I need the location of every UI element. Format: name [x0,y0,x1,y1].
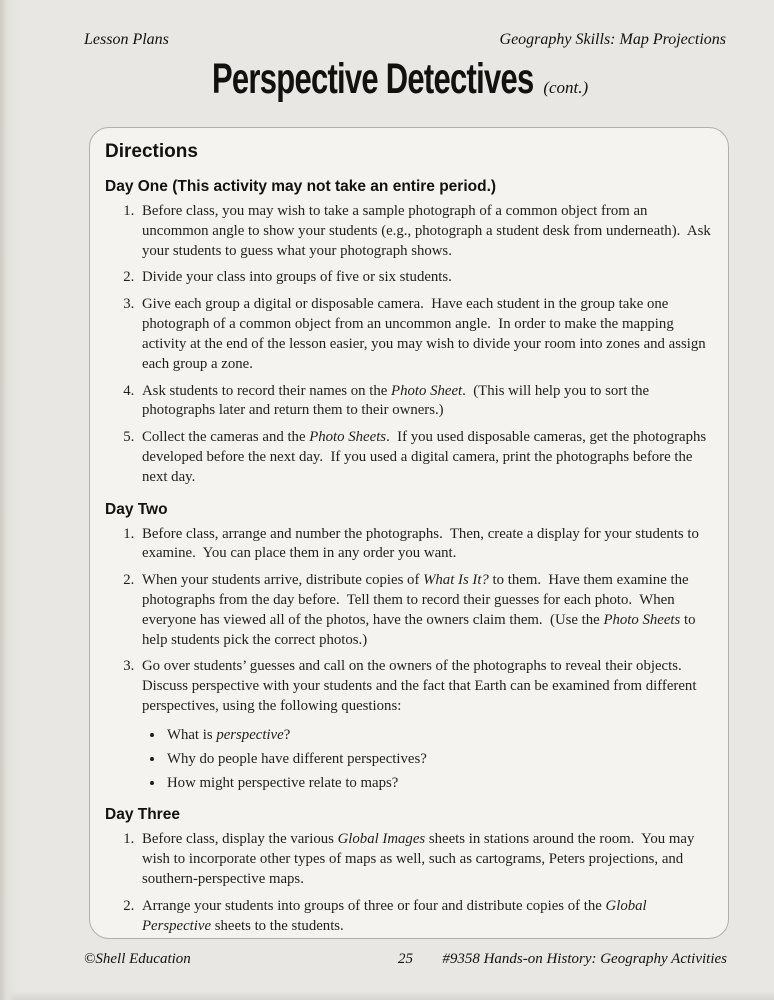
step-text: . (This will help you to sort the photographs later and return them to their owners.) [142,382,653,419]
italic-term: What Is It? [423,572,489,589]
day-three-heading: Day Three [105,806,180,824]
day-two-list [105,525,711,794]
page-title-row [0,55,774,104]
step-text: Ask students to record their names on the [142,382,392,399]
step-text: Before class, you may wish to take a sample photograph of a common object from an uncommon angle to show your students (e.g., photograph a student desk from underneath). Ask your students to guess what your photograph shows. [142,203,715,259]
directions-heading: Directions [105,141,198,162]
italic-term: Photo Sheet [391,382,463,399]
day-two-heading: Day Two [105,500,168,518]
italic-term: Global Images [337,831,426,848]
directions-box [89,127,729,939]
header-right-label: Geography Skills: Map Projections [499,31,726,48]
list-item [138,428,711,487]
italic-term: Photo Sheets [309,429,387,446]
question-item [165,750,711,770]
step-text: . If you used disposable cameras, get the photographs developed before the next day. If you used a digital camera, print the photographs before the next day. [142,429,710,485]
step-text: Divide your class into groups of five or six students. [142,269,452,286]
question-item [165,774,711,794]
step-text: to help students pick the correct photos.) [142,611,700,648]
header-left-label: Lesson Plans [84,31,169,48]
list-item [138,657,711,793]
footer-publisher: ©Shell Education [84,951,191,967]
question-text: How might perspective relate to maps? [167,774,399,791]
list-item [138,202,715,261]
list-item [138,382,711,422]
discussion-questions-list [142,726,711,793]
day-one-list [105,202,715,488]
italic-term: perspective [216,726,284,743]
list-item [138,525,711,565]
page-title: Perspective Detectives [211,55,534,103]
page-header [84,31,726,49]
step-text: Give each group a digital or disposable camera. Have each student in the group take one photograph of a common object from an uncommon angle. In order to make the mapping activity at the end of the lesson easier, you may wish to divide your room into zones and assign each group a zone. [142,296,710,372]
list-item [138,897,711,937]
question-text: What is [167,726,217,743]
list-item [138,571,711,650]
day-three-list [105,830,711,936]
question-text: ? [283,726,291,743]
step-text: to them. Have them examine the photographs from the day before. Tell them to record their guesses for each photo. When everyone has viewed all of the photos, have the owners claim them. (Use the [142,572,693,628]
step-text: sheets to the students. [211,917,344,934]
list-item [138,830,711,889]
list-item [138,295,711,374]
page-number: 25 [398,951,413,967]
step-text: Arrange your students into groups of three or four and distribute copies of the [142,897,606,914]
step-text: sheets in stations around the room. You may wish to incorporate other types of maps as well, such as cartograms, Peters projections, and southern-perspective maps. [142,831,699,887]
step-text: Collect the cameras and the [142,429,310,446]
step-text: Before class, display the various [142,831,338,848]
question-text: Why do people have different perspectives? [167,750,427,767]
footer-book-title: #9358 Hands-on History: Geography Activities [442,951,727,967]
list-item [138,268,711,288]
italic-term: Photo Sheets [603,611,681,628]
page-title-suffix: (cont.) [543,78,589,97]
step-text: When your students arrive, distribute copies of [142,572,424,589]
step-text: Go over students’ guesses and call on the owners of the photographs to reveal their objects. Discuss perspective with your students and the fact that Earth can be examined from different perspectives, using the following questions: [142,658,701,715]
italic-term: Global Perspective [142,897,651,934]
step-text: Before class, arrange and number the photographs. Then, create a display for your students to examine. You can place them in any order you want. [142,525,703,562]
question-item [165,726,711,746]
day-one-heading: Day One (This activity may not take an entire period.) [105,178,497,195]
page-footer [84,951,727,968]
